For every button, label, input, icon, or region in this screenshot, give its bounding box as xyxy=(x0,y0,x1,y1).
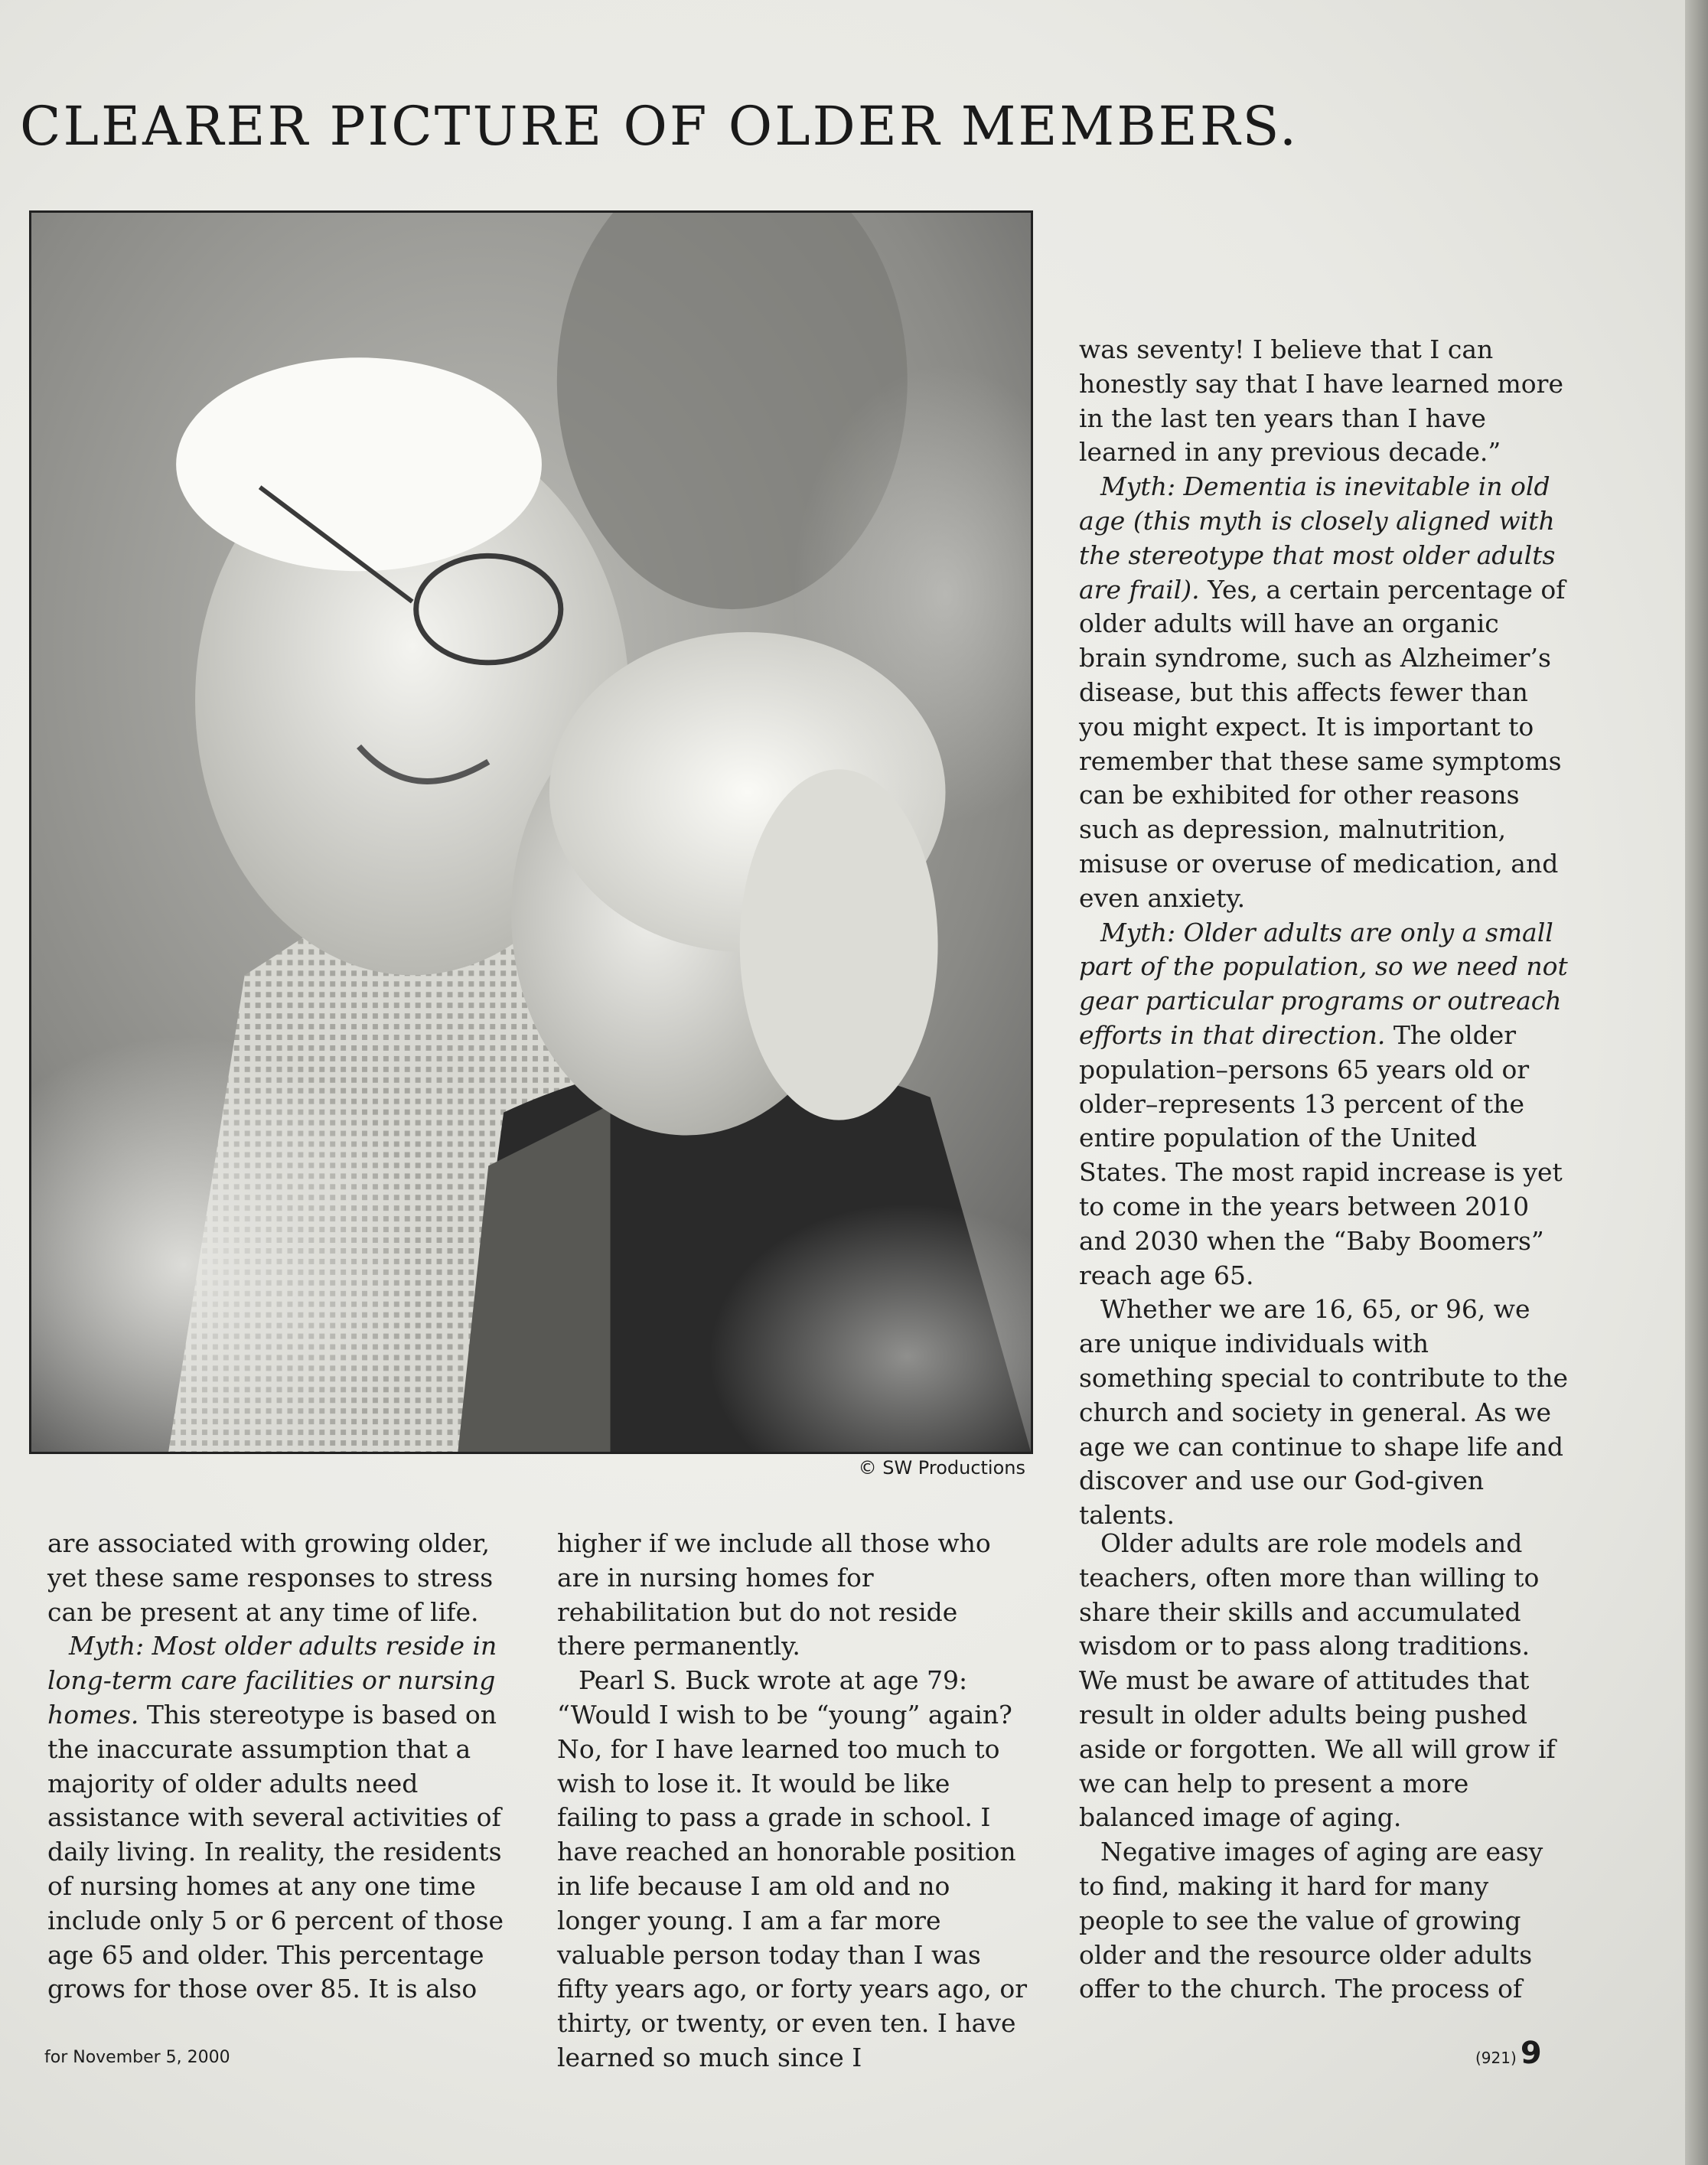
paragraph: Negative images of aging are easy to find, making it hard for many people to see the value of growing older and the resource older adults offer to the church. The process of xyxy=(1079,1837,1543,2004)
paragraph xyxy=(1079,916,1569,1293)
paragraph-text: This stereotype is based on the inaccurate assumption that a majority of older adults need assistance with several activities of daily living. In reality, the residents of nursing homes at any one time include only 5 or 6 percent of those age 65 and older. This percentage grows for those over 85. It is also xyxy=(47,1699,504,2004)
paragraph-text: Yes, a certain percentage of older adults will have an organic brain syndrome, such as Alzheimer’s disease, but this affects fewer than you might expect. It is important to remember that these same symptoms can be exhibited for other reasons such as depression, malnutrition, misuse or overuse of medication, and even anxiety. xyxy=(1079,574,1566,913)
paragraph: Whether we are 16, 65, or 96, we are unique individuals with something special to contribute to the church and society in general. As we age we can continue to shape life and discover and use our God-given talents. xyxy=(1079,1294,1569,1531)
photo-credit: © SW Productions xyxy=(858,1457,1025,1479)
text-column-bottom-right xyxy=(1079,1527,1569,2007)
headline: CLEARER PICTURE OF OLDER MEMBERS. xyxy=(20,95,1299,158)
paragraph: Older adults are role models and teachers, often more than willing to share their skills and accumulated wisdom or to pass along traditions. We must be aware of attitudes that result in older adults being pushed aside or forgotten. We all will grow if we can help to present a more balanced image of aging. xyxy=(1079,1528,1556,1833)
paragraph: Pearl S. Buck wrote at age 79: “Would I wish to be “young” again? No, for I have learned too much to wish to lose it. It would be like failing to pass a grade in school. I have reached an honorable position in life because I am old and no longer young. I am a far more valuable person today than I was fifty years ago, or forty years ago, or thirty, or twenty, or even ten. I have learned so much since I xyxy=(557,1665,1028,2072)
paragraph xyxy=(1079,470,1569,915)
paragraph: was seventy! I believe that I can honestly say that I have learned more in the last ten years than I have learned in any previous decade.” xyxy=(1079,334,1563,468)
text-column-middle xyxy=(557,1527,1032,2075)
paragraph: are associated with growing older, yet these same responses to stress can be present at any time of life. xyxy=(47,1528,494,1627)
photo-older-couple xyxy=(29,210,1033,1454)
page-number: 9 xyxy=(1520,2036,1542,2071)
paragraph xyxy=(47,1629,514,2007)
text-column-right xyxy=(1079,333,1569,1533)
paragraph-text: The older population–persons 65 years old or older–represents 13 percent of the entire population of the United States. The most rapid increase is yet to come in the years between 2010 and 2030 when the “Baby Boomers” reach age 65. xyxy=(1079,1019,1563,1290)
photo-illustration xyxy=(31,213,1031,1452)
page-folio xyxy=(1475,2036,1552,2071)
folio-issue-page: (921) xyxy=(1475,2049,1517,2067)
paragraph: higher if we include all those who are in nursing homes for rehabilitation but do not reside there permanently. xyxy=(557,1528,991,1661)
text-column-left xyxy=(47,1527,514,2007)
myth-statement: Myth: Dementia is inevitable in old age (this myth is closely aligned with the stereotype that most older adults are frail). xyxy=(1079,471,1556,605)
footer-date: for November 5, 2000 xyxy=(44,2048,230,2067)
myth-statement: Myth: Older adults are only a small part of the population, so we need not gear particular programs or outreach efforts in that direction. xyxy=(1079,917,1568,1050)
page-spine-shadow xyxy=(1685,0,1708,2165)
myth-statement: Myth: Most older adults reside in long-term care facilities or nursing homes. xyxy=(47,1631,497,1730)
